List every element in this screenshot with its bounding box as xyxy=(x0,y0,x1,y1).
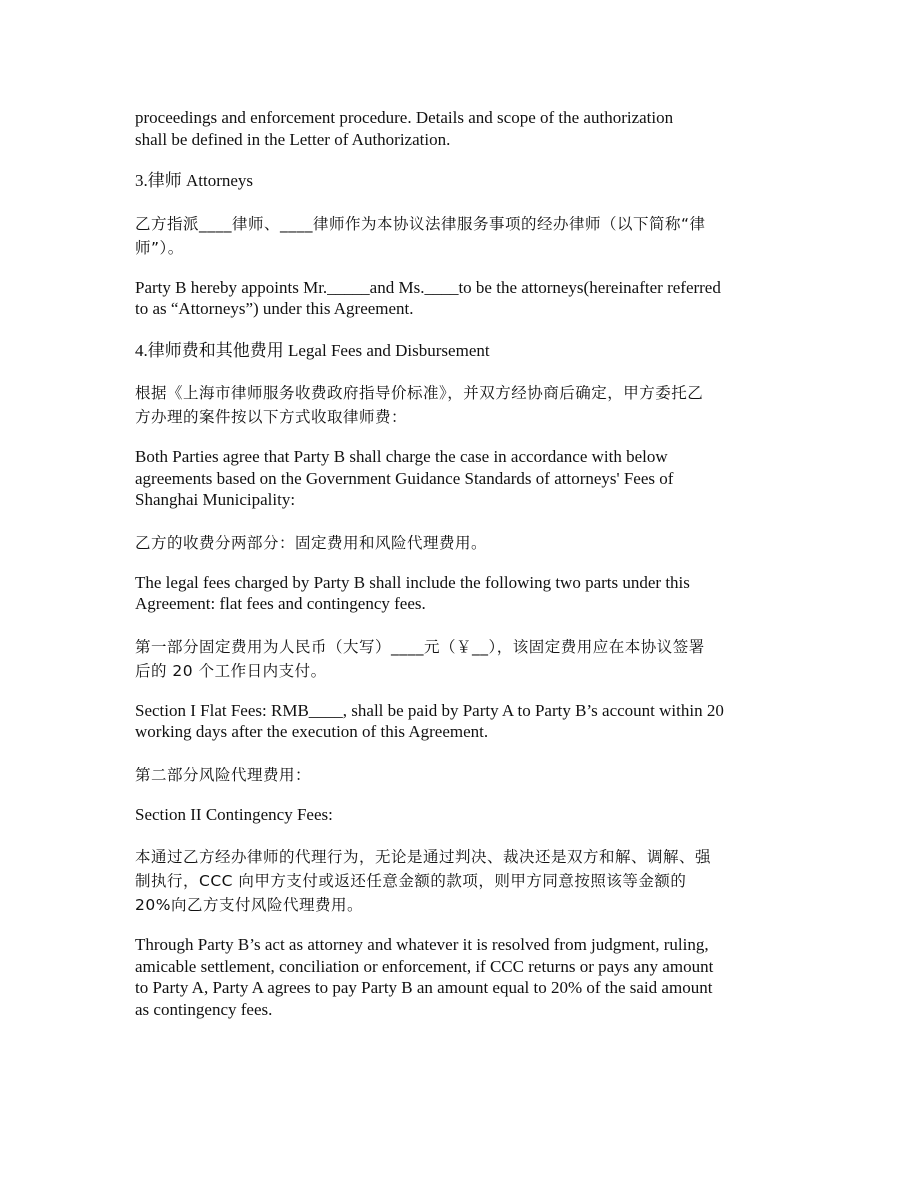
section-heading-legal-fees: 4.律师费和其他费用 Legal Fees and Disbursement xyxy=(135,340,490,360)
paragraph-contingency-heading-zh: 第二部分风险代理费用： xyxy=(135,765,312,784)
paragraph-contingency-heading-en: Section II Contingency Fees: xyxy=(135,804,333,824)
document-page xyxy=(135,107,790,1040)
paragraph-attorneys-en: Party B hereby appoints Mr._____and Ms.____to be the attorneys(hereinafter referred to as “Attorneys”) under this Agreement. xyxy=(135,277,721,318)
paragraph-fee-basis-zh: 根据《上海市律师服务收费政府指导价标准》，并双方经协商后确定，甲方委托乙 方办理的案件按以下方式收取律师费： xyxy=(135,384,704,426)
paragraph-fee-basis-en: Both Parties agree that Party B shall charge the case in accordance with below agreements based on the Government Guidance Standards of attorneys' Fees of Shanghai Municipality: xyxy=(135,447,674,509)
paragraph-fee-parts-en: The legal fees charged by Party B shall include the following two parts under this Agreement: flat fees and contingency fees. xyxy=(135,572,690,613)
paragraph-contingency-terms-en: Through Party B’s act as attorney and whatever it is resolved from judgment, ruling, amicable settlement, conciliation or enforcement, if CCC returns or pays any amount to Party A, Party A agrees to pay Party B an amount equal to 20% of the said amount as contingency fees. xyxy=(135,935,714,1019)
paragraph-flat-fees-en: Section I Flat Fees: RMB____, shall be paid by Party A to Party B’s account within 20 working days after the execution of this Agreement. xyxy=(135,700,724,741)
paragraph-contingency-terms-zh: 本通过乙方经办律师的代理行为，无论是通过判决、裁决还是双方和解、调解、强 制执行，CCC 向甲方支付或返还任意金额的款项，则甲方同意按照该等金额的 20%向乙方支付风险代理费用。 xyxy=(135,848,712,914)
paragraph-attorneys-zh: 乙方指派____律师、____律师作为本协议法律服务事项的经办律师（以下简称“律 师”）。 xyxy=(135,214,706,257)
paragraph-fee-parts-zh: 乙方的收费分两部分：固定费用和风险代理费用。 xyxy=(135,533,488,552)
paragraph-authorization-scope: proceedings and enforcement procedure. Details and scope of the authorization shall be defined in the Letter of Authorization. xyxy=(135,108,674,149)
paragraph-flat-fees-zh: 第一部分固定费用为人民币（大写）____元（￥__），该固定费用应在本协议签署 后的 20 个工作日内支付。 xyxy=(135,637,705,680)
section-heading-attorneys: 3.律师 Attorneys xyxy=(135,171,254,190)
